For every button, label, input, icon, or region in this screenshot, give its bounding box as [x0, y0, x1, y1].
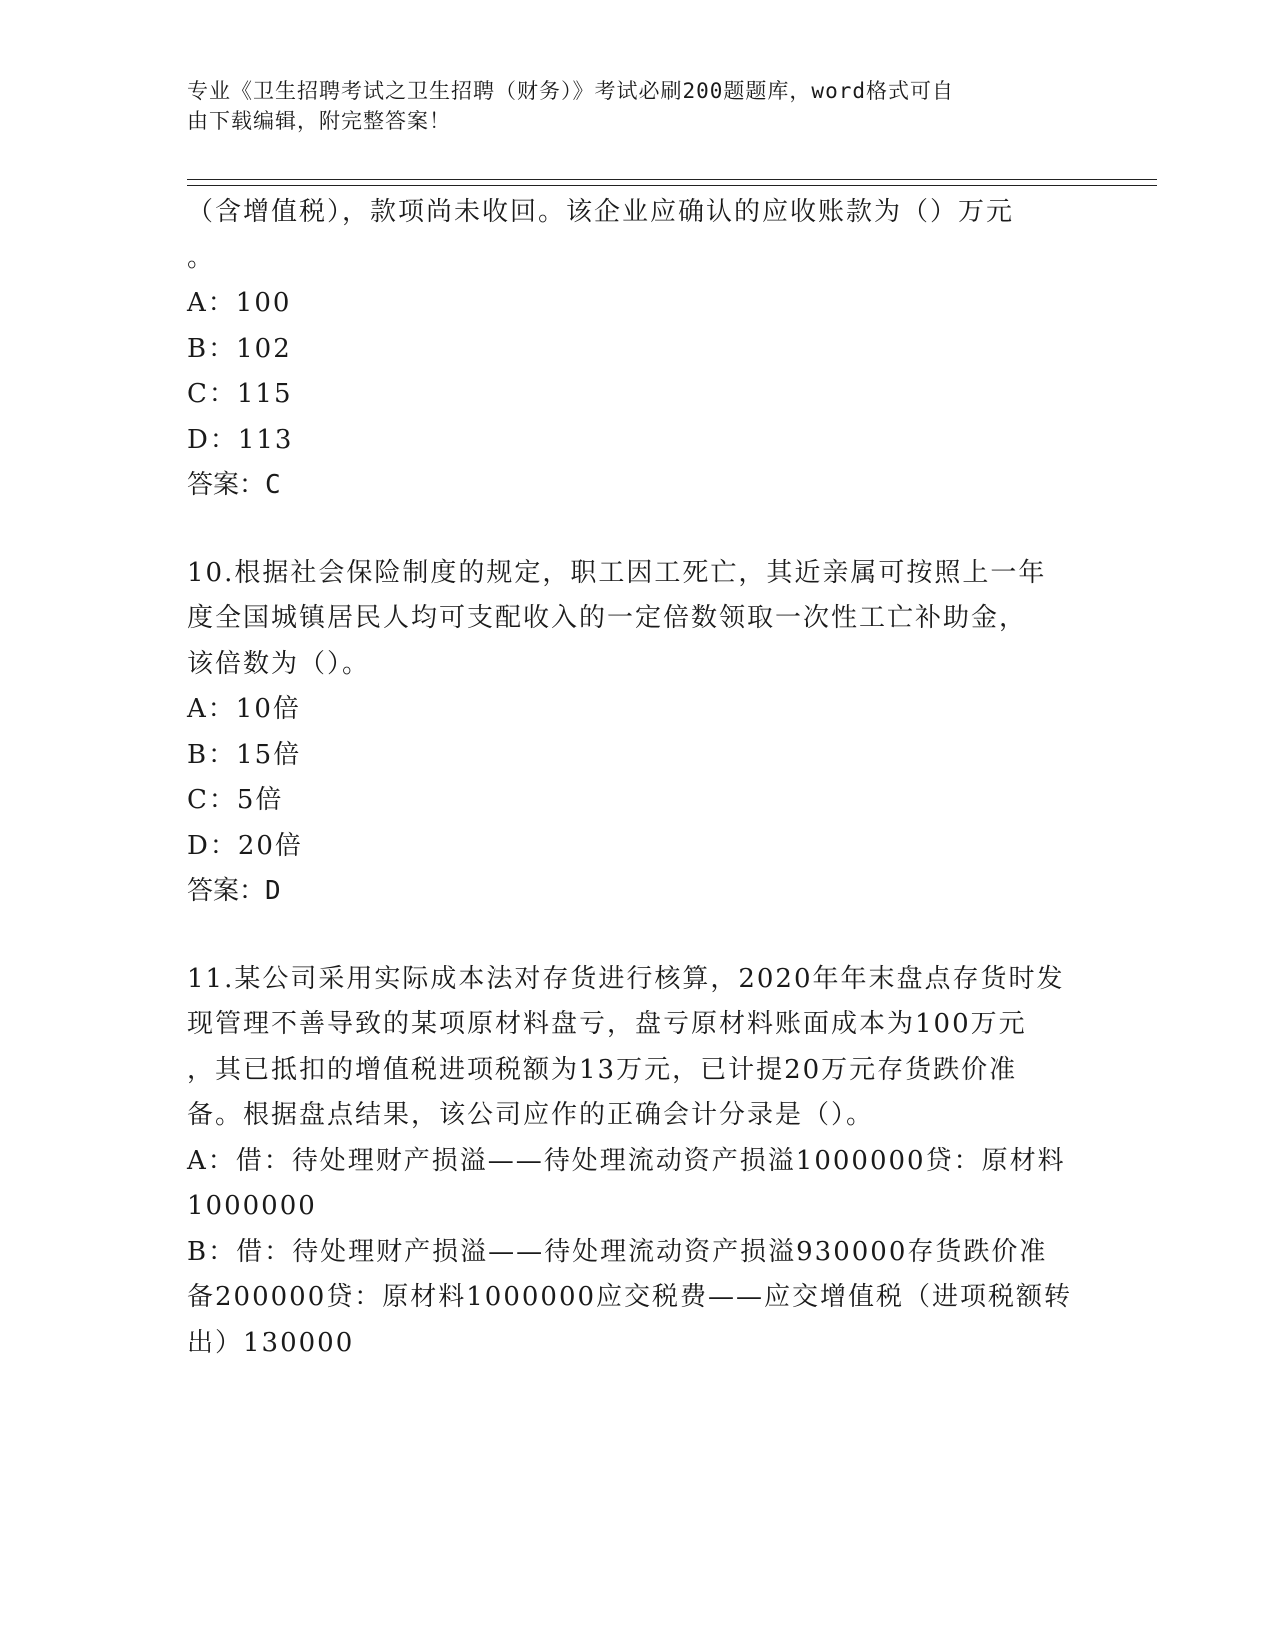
option-b: B：15倍: [187, 739, 302, 770]
question-text-line: 10.根据社会保险制度的规定，职工因工死亡，其近亲属可按照上一年: [187, 557, 1047, 588]
option-d: D：113: [187, 424, 294, 455]
header-divider: [187, 179, 1157, 186]
header-line-2: 由下载编辑，附完整答案！: [187, 109, 451, 133]
option-a: A：10倍: [187, 694, 301, 724]
answer-line: 答案：D: [187, 876, 281, 906]
option-b-continued: 备200000贷：原材料1000000应交税费——应交增值税（进项税额转: [187, 1282, 1073, 1312]
option-b: B：102: [187, 333, 292, 364]
option-c: C：115: [187, 379, 293, 409]
spacer: [187, 509, 1087, 551]
question-10: [187, 551, 1087, 915]
question-text-line: 该倍数为（）。: [187, 648, 371, 679]
question-11: [187, 957, 1087, 1367]
option-a-continued: 1000000: [187, 1191, 317, 1221]
question-text-line: 。: [187, 242, 216, 273]
answer-line: 答案：C: [187, 470, 281, 500]
option-b: B：借：待处理财产损溢——待处理流动资产损溢930000存货跌价准: [187, 1236, 1048, 1267]
question-text-line: 11.某公司采用实际成本法对存货进行核算，2020年年末盘点存货时发: [187, 963, 1065, 994]
option-a: A：100: [187, 288, 292, 318]
spacer: [187, 915, 1087, 957]
header-line-1: 专业《卫生招聘考试之卫生招聘（财务）》考试必刷200题题库，word格式可自: [187, 79, 954, 103]
document-body: [187, 190, 1087, 1366]
option-b-continued: 出）130000: [187, 1327, 355, 1358]
option-c: C：5倍: [187, 785, 284, 815]
question-text-line: 备。根据盘点结果，该公司应作的正确会计分录是（）。: [187, 1100, 875, 1130]
option-d: D：20倍: [187, 830, 303, 861]
question-text-line: 现管理不善导致的某项原材料盘亏，盘亏原材料账面成本为100万元: [187, 1009, 1027, 1039]
question-text-line: 度全国城镇居民人均可支配收入的一定倍数领取一次性工亡补助金，: [187, 603, 1028, 633]
question-text-line: ，其已抵扣的增值税进项税额为13万元，已计提20万元存货跌价准: [187, 1054, 1018, 1085]
question-9-tail: [187, 190, 1087, 509]
document-header: [187, 76, 1067, 136]
option-a: A：借：待处理财产损溢——待处理流动资产损溢1000000贷：原材料: [187, 1145, 1066, 1176]
question-text-line: （含增值税），款项尚未收回。该企业应确认的应收账款为（）万元: [187, 197, 1015, 227]
